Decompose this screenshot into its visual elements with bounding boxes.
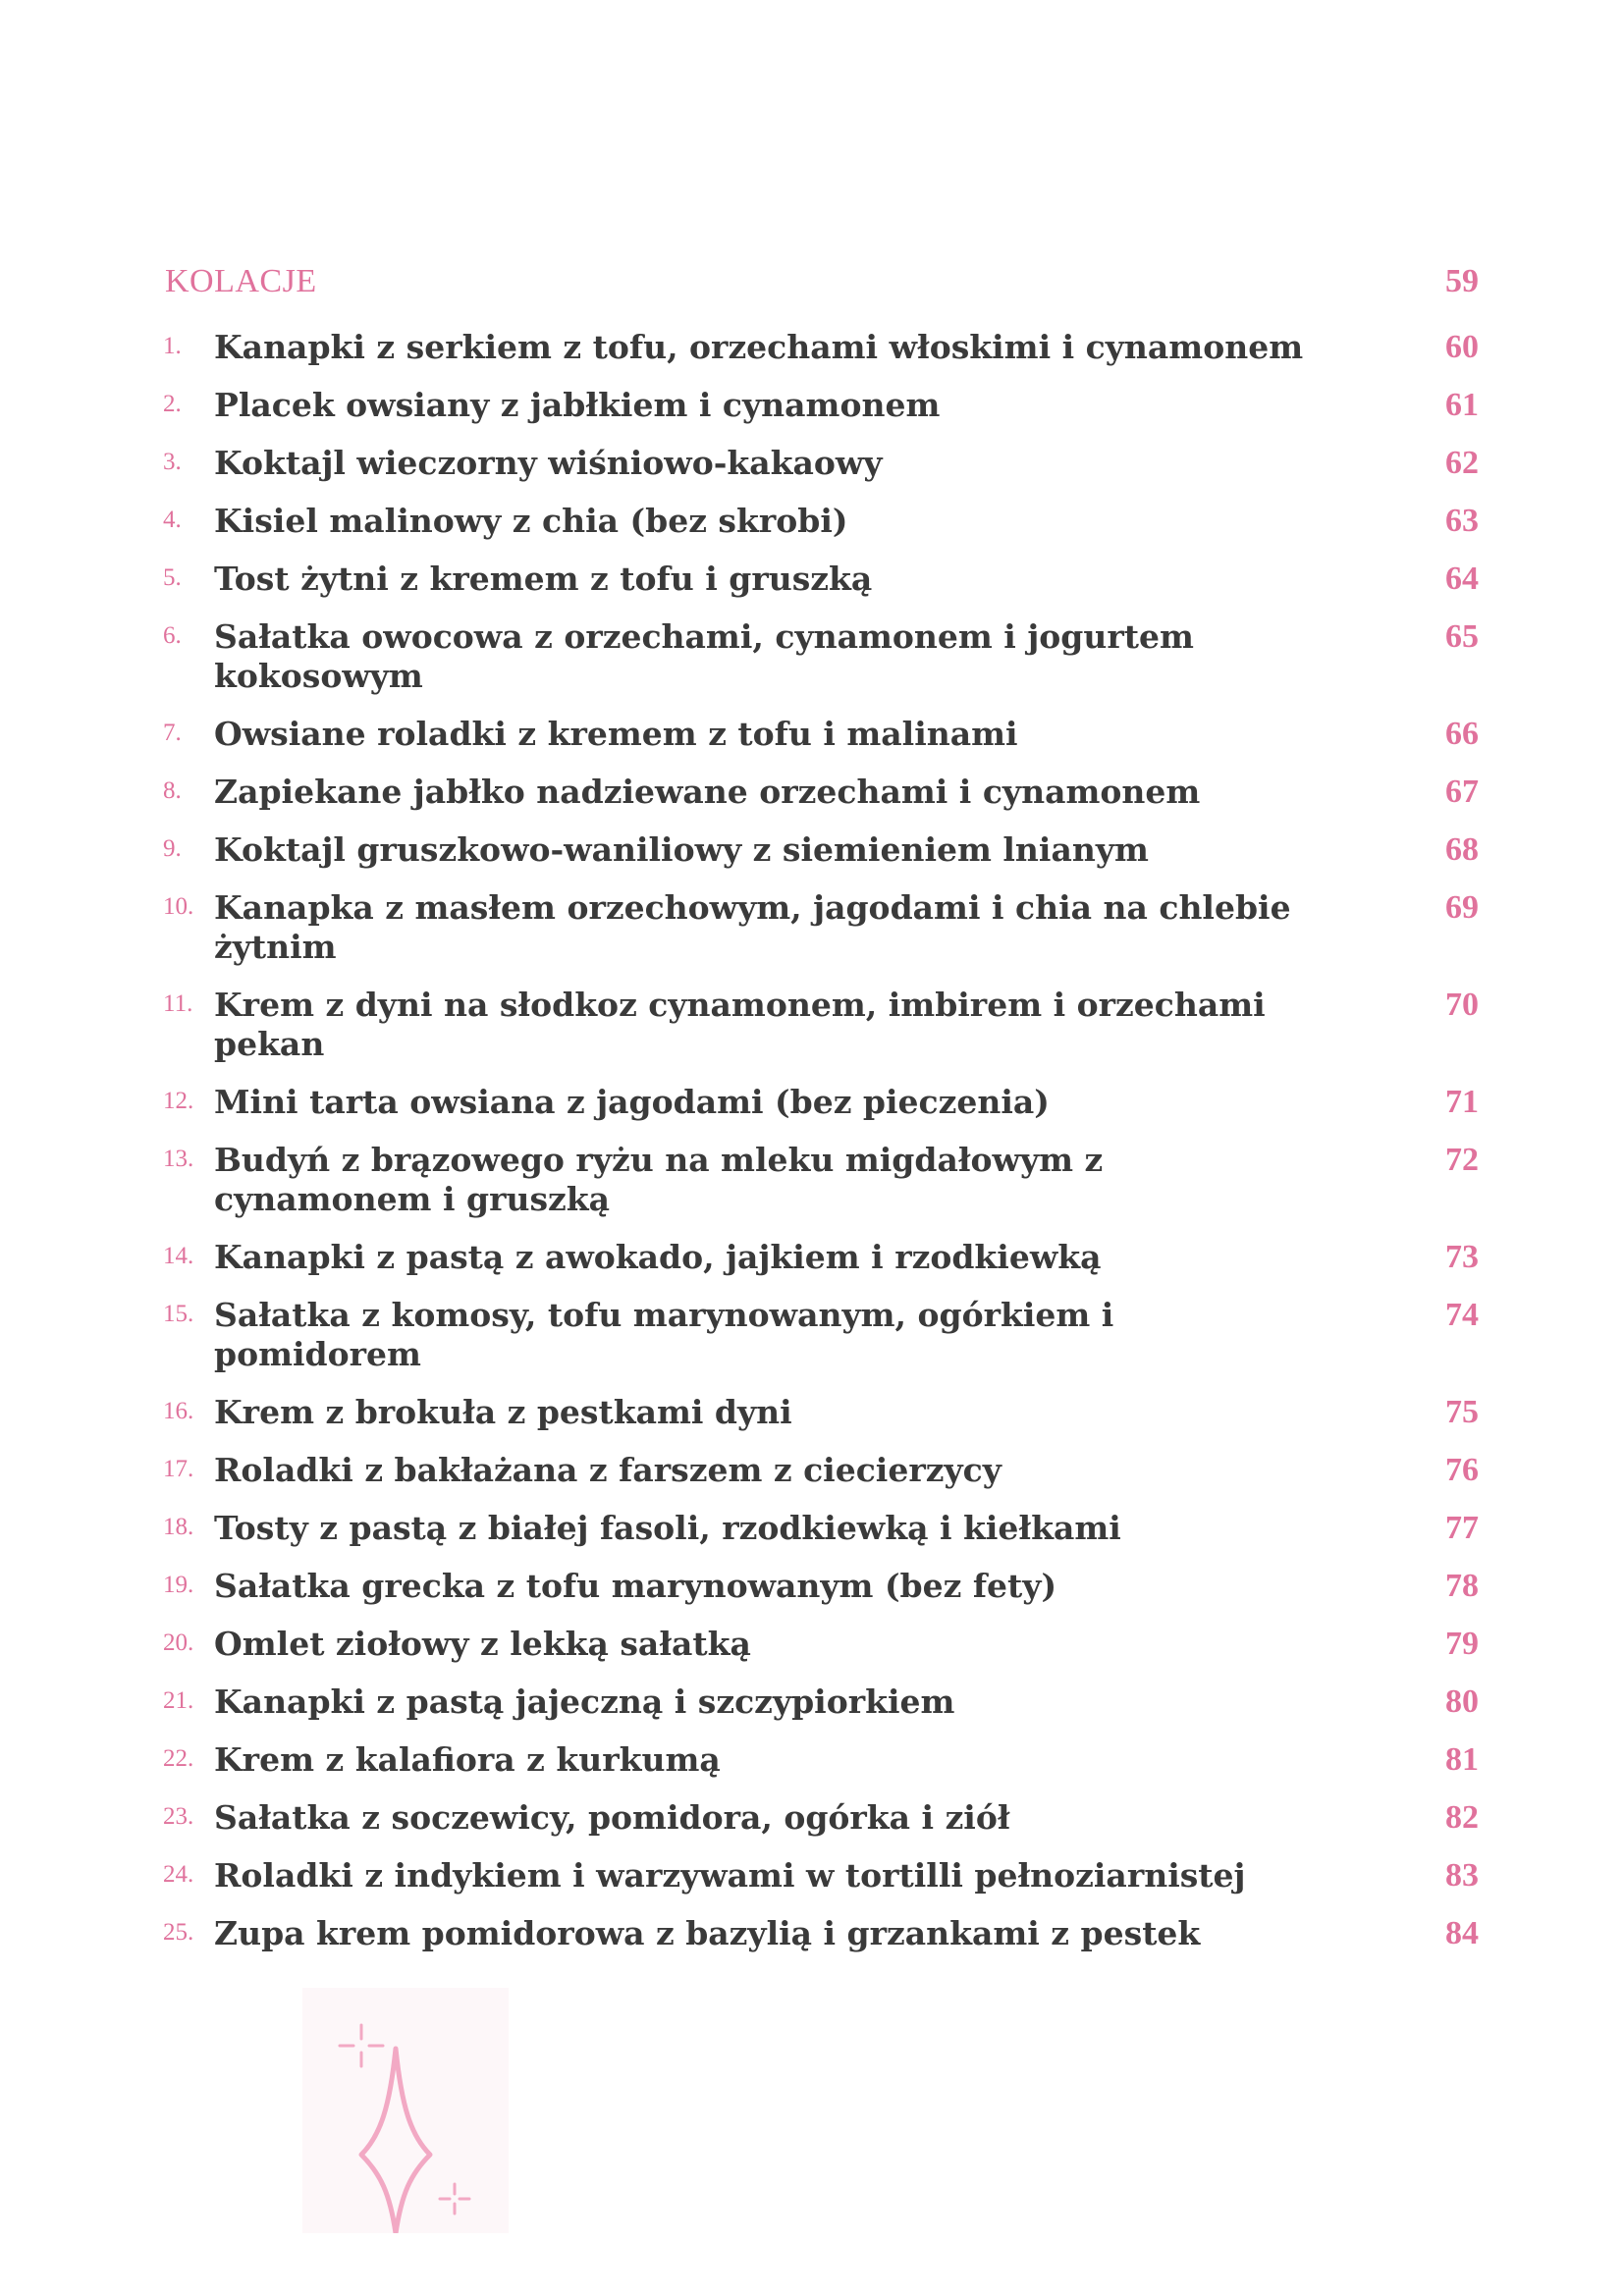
entry-title: Krem z brokuła z pestkami dyni [214, 1393, 792, 1431]
entry-title: Kanapki z pastą jajeczną i szczypiorkiem [214, 1682, 955, 1721]
entry-title: Placek owsiany z jabłkiem i cynamonem [214, 386, 941, 424]
entry-number: 15. [163, 1301, 194, 1327]
entry-page-number: 77 [1445, 1510, 1479, 1546]
entry-page-number: 73 [1445, 1239, 1479, 1275]
entry-title: Sałatka z soczewicy, pomidora, ogórka i ziół [214, 1798, 1010, 1837]
entry-number: 14. [163, 1243, 194, 1269]
entry-number: 9. [163, 835, 182, 862]
section-header [163, 263, 1479, 314]
entry-page-number: 76 [1445, 1452, 1479, 1488]
toc-entry [163, 1238, 1479, 1277]
entry-title: Zapiekane jabłko nadziewane orzechami i cynamonem [214, 773, 1201, 811]
entry-title: Mini tarta owsiana z jagodami (bez pieczenia) [214, 1083, 1050, 1121]
entry-title: Sałatka z komosy, tofu marynowanym, ogórkiem i pomidorem [214, 1296, 1114, 1373]
entry-title: Sałatka owocowa z orzechami, cynamonem i jogurtem kokosowym [214, 617, 1194, 695]
toc-entry [163, 1740, 1479, 1780]
toc-entry [163, 1798, 1479, 1838]
entry-title: Tosty z pastą z białej fasoli, rzodkiewką i kiełkami [214, 1509, 1121, 1547]
entry-number: 4. [163, 507, 182, 533]
entry-title: Owsiane roladki z kremem z tofu i malinami [214, 715, 1018, 753]
entry-page-number: 68 [1445, 831, 1479, 868]
entry-page-number: 66 [1445, 716, 1479, 752]
entry-number: 8. [163, 777, 182, 804]
entry-page-number: 60 [1445, 329, 1479, 365]
section-page-number: 59 [1445, 263, 1479, 299]
toc-entry [163, 1914, 1479, 1953]
toc-entry [163, 502, 1479, 541]
entry-page-number: 64 [1445, 561, 1479, 597]
entry-number: 20. [163, 1629, 194, 1656]
entry-number: 23. [163, 1803, 194, 1830]
entry-title: Krem z kalafiora z kurkumą [214, 1740, 721, 1779]
entry-number: 2. [163, 391, 182, 417]
toc-entry [163, 1682, 1479, 1722]
toc-entry [163, 617, 1479, 696]
entry-title: Kisiel malinowy z chia (bez skrobi) [214, 502, 848, 540]
entry-number: 3. [163, 449, 182, 475]
entry-page-number: 65 [1445, 618, 1479, 655]
entry-page-number: 83 [1445, 1857, 1479, 1894]
toc-entry [163, 773, 1479, 812]
entry-number: 11. [163, 990, 193, 1017]
entry-number: 17. [163, 1456, 194, 1482]
toc-entry [163, 1083, 1479, 1122]
entry-page-number: 67 [1445, 774, 1479, 810]
entry-number: 5. [163, 564, 182, 591]
toc-entry [163, 1393, 1479, 1432]
entry-page-number: 79 [1445, 1626, 1479, 1662]
toc-entry [163, 560, 1479, 599]
entry-title: Omlet ziołowy z lekką sałatką [214, 1625, 751, 1663]
toc-entry [163, 328, 1479, 367]
entry-number: 21. [163, 1687, 194, 1714]
entry-page-number: 71 [1445, 1084, 1479, 1120]
entry-number: 13. [163, 1146, 194, 1172]
section-title: KOLACJE [165, 263, 317, 299]
toc-entry [163, 830, 1479, 870]
entry-number: 10. [163, 893, 194, 920]
entry-title: Roladki z bakłażana z farszem z ciecierzycy [214, 1451, 1001, 1489]
sparkle-icon [302, 1988, 509, 2233]
entry-page-number: 78 [1445, 1568, 1479, 1604]
toc-entry [163, 1509, 1479, 1548]
entry-page-number: 84 [1445, 1915, 1479, 1951]
entry-page-number: 74 [1445, 1297, 1479, 1333]
entry-page-number: 62 [1445, 445, 1479, 481]
entry-title: Sałatka grecka z tofu marynowanym (bez fety) [214, 1567, 1057, 1605]
entry-number: 12. [163, 1088, 194, 1114]
toc-entry [163, 386, 1479, 425]
entry-number: 22. [163, 1745, 194, 1772]
entry-number: 24. [163, 1861, 194, 1888]
entry-title: Koktajl gruszkowo-waniliowy z siemieniem lnianym [214, 830, 1149, 869]
toc-entry [163, 1451, 1479, 1490]
entry-title: Krem z dyni na słodkoz cynamonem, imbirem i orzechami pekan [214, 986, 1266, 1063]
entry-title: Tost żytni z kremem z tofu i gruszką [214, 560, 873, 598]
entry-title: Zupa krem pomidorowa z bazylią i grzankami z pestek [214, 1914, 1201, 1952]
toc-entry [163, 1296, 1479, 1374]
entry-title: Kanapka z masłem orzechowym, jagodami i chia na chlebie żytnim [214, 888, 1291, 966]
toc-entry [163, 444, 1479, 483]
entry-number: 7. [163, 720, 182, 746]
entry-title: Koktajl wieczorny wiśniowo-kakaowy [214, 444, 883, 482]
entry-number: 1. [163, 333, 182, 359]
entry-page-number: 70 [1445, 987, 1479, 1023]
entry-page-number: 81 [1445, 1741, 1479, 1778]
entry-title: Kanapki z pastą z awokado, jajkiem i rzodkiewką [214, 1238, 1102, 1276]
entry-number: 16. [163, 1398, 194, 1424]
entry-page-number: 63 [1445, 503, 1479, 539]
toc-entry [163, 986, 1479, 1064]
toc-entry [163, 888, 1479, 967]
entry-page-number: 75 [1445, 1394, 1479, 1430]
entry-title: Roladki z indykiem i warzywami w tortilli pełnoziarnistej [214, 1856, 1246, 1895]
toc-entry [163, 1856, 1479, 1896]
toc-entry [163, 1567, 1479, 1606]
entry-page-number: 80 [1445, 1683, 1479, 1720]
entry-title: Budyń z brązowego ryżu na mleku migdałowym z cynamonem i gruszką [214, 1141, 1104, 1218]
entry-page-number: 82 [1445, 1799, 1479, 1836]
entry-number: 25. [163, 1919, 194, 1946]
toc-entry [163, 1625, 1479, 1664]
entry-number: 6. [163, 622, 182, 649]
toc-entry [163, 1141, 1479, 1219]
toc-entries [163, 328, 1479, 1953]
table-of-contents [163, 263, 1479, 1972]
entry-page-number: 61 [1445, 387, 1479, 423]
entry-page-number: 72 [1445, 1142, 1479, 1178]
entry-number: 19. [163, 1572, 194, 1598]
entry-number: 18. [163, 1514, 194, 1540]
entry-title: Kanapki z serkiem z tofu, orzechami włoskimi i cynamonem [214, 328, 1304, 366]
toc-entry [163, 715, 1479, 754]
entry-page-number: 69 [1445, 889, 1479, 926]
